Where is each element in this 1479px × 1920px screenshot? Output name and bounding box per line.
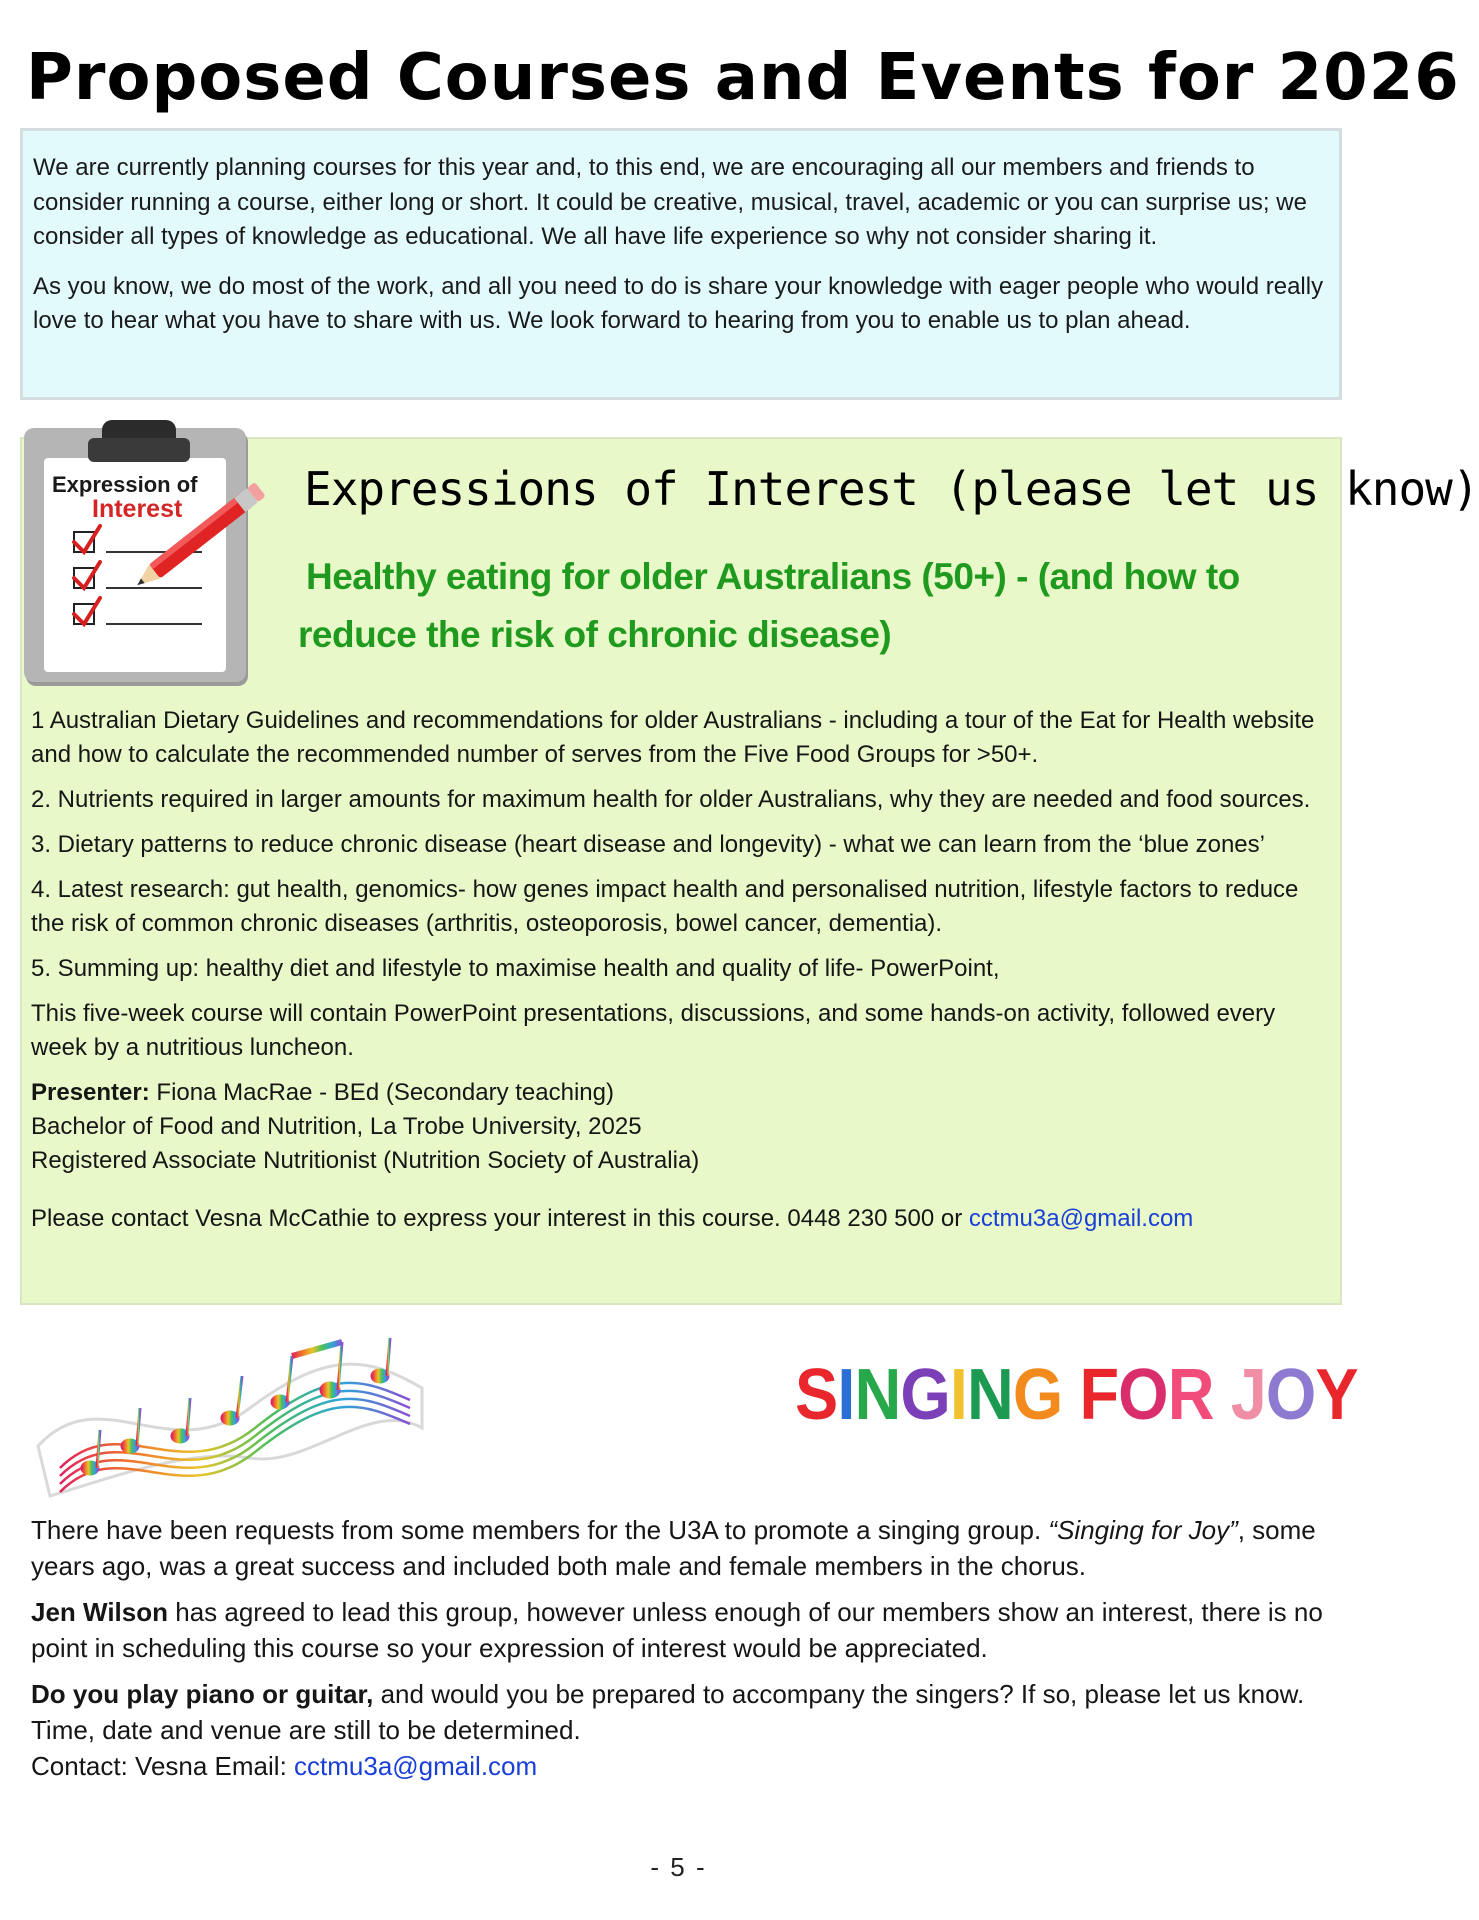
course-description — [31, 704, 1331, 1247]
course-title-line-2: reduce the risk of chronic disease) — [298, 614, 892, 655]
singing-paragraph-2-text: has agreed to lead this group, however unless enough of our members show an interest, there is no point in scheduling this course so your expression of interest would be appreciated. — [31, 1597, 1323, 1663]
course-summary: This five-week course will contain PowerPoint presentations, discussions, and some hands-on activity, followed every week by a nutritious luncheon. — [31, 1000, 1276, 1061]
course-title-line-1: Healthy eating for older Australians (50+) - (and how to — [306, 556, 1240, 597]
page-title: Proposed Courses and Events for 2026 — [26, 41, 1460, 115]
singing-time-line: Time, date and venue are still to be determined. — [31, 1715, 581, 1745]
presenter-line-3: Registered Associate Nutritionist (Nutrition Society of Australia) — [31, 1147, 700, 1174]
course-contact-text: Please contact Vesna McCathie to express your interest in this course. 0448 230 500 or — [31, 1205, 969, 1232]
intro-paragraph-1: We are currently planning courses for this year and, to this end, we are encouraging all our members and friends to consider running a course, either long or short. It could be creative, musical, travel, academic or you can surprise us; we consider all types of knowledge as educational. We all have life experience so why not consider sharing it. — [33, 154, 1307, 250]
expressions-of-interest-heading: Expressions of Interest (please let us know) — [304, 462, 1479, 516]
course-contact — [31, 1202, 1331, 1236]
presenter-details — [31, 1076, 1331, 1178]
page-number: - 5 - — [650, 1852, 707, 1882]
singing-paragraph-1-text-a: There have been requests from some members for the U3A to promote a singing group. — [31, 1515, 1049, 1545]
singing-for-joy-description — [31, 1512, 1336, 1784]
course-point-5: 5. Summing up: healthy diet and lifestyle to maximise health and quality of life- PowerPoint, — [31, 955, 1000, 982]
course-point-3: 3. Dietary patterns to reduce chronic disease (heart disease and longevity) - what we can learn from the ‘blue zones’ — [31, 831, 1265, 858]
presenter-label: Presenter: — [31, 1079, 150, 1106]
course-contact-email-link[interactable]: cctmu3a@gmail.com — [968, 1205, 1194, 1232]
intro-box — [20, 128, 1342, 400]
intro-paragraph-2: As you know, we do most of the work, and all you need to do is share your knowledge with eager people who would really love to hear what you have to share with us. We look forward to hearing from you to enable us to plan ahead. — [33, 272, 1324, 334]
singing-paragraph-2 — [31, 1594, 1336, 1666]
singing-contact-label: Contact: Vesna Email: — [31, 1751, 295, 1781]
singing-paragraph-3 — [31, 1676, 1336, 1712]
presenter-line-2: Bachelor of Food and Nutrition, La Trobe University, 2025 — [31, 1113, 642, 1140]
instrument-question: Do you play piano or guitar, — [31, 1679, 374, 1709]
course-title — [298, 548, 1328, 664]
clipboard-label-line2: Interest — [92, 495, 183, 523]
clipboard-label-line1: Expression of — [52, 472, 198, 497]
rainbow-music-notes-icon — [30, 1318, 430, 1508]
presenter-line-1: Fiona MacRae - BEd (Secondary teaching) — [149, 1079, 614, 1106]
expression-of-interest-clipboard-icon — [22, 418, 252, 690]
leader-name: Jen Wilson — [31, 1597, 169, 1627]
singing-title-word: FOR — [1079, 1355, 1214, 1435]
course-point-2: 2. Nutrients required in larger amounts for maximum health for older Australians, why they are needed and food sources. — [31, 786, 1311, 813]
singing-title-word: JOY — [1230, 1355, 1358, 1435]
course-point-1: 1 Australian Dietary Guidelines and recommendations for older Australians - including a tour of the Eat for Health website and how to calculate the recommended number of serves from the Five Food Groups for >50+. — [31, 707, 1315, 768]
singing-title-letters — [795, 1350, 1358, 1440]
singing-paragraph-3-text: and would you be prepared to accompany the singers? If so, please let us know. — [373, 1679, 1305, 1709]
singing-contact-email-link[interactable]: cctmu3a@gmail.com — [294, 1751, 538, 1781]
course-point-4: 4. Latest research: gut health, genomics- how genes impact health and personalised nutrition, lifestyle factors to reduce the risk of common chronic diseases (arthritis, osteoporosis, bowel cancer, dementia). — [31, 876, 1299, 937]
singing-paragraph-1-text-b: , some years ago, was a great success and included both male and female members in the chorus. — [31, 1515, 1316, 1581]
singing-contact — [31, 1748, 1336, 1784]
singing-for-joy-title — [795, 1350, 1358, 1440]
singing-title-word: SINGING — [795, 1355, 1063, 1435]
singing-paragraph-1 — [31, 1512, 1336, 1584]
singing-paragraph-1-italic: “Singing for Joy” — [1048, 1515, 1238, 1545]
